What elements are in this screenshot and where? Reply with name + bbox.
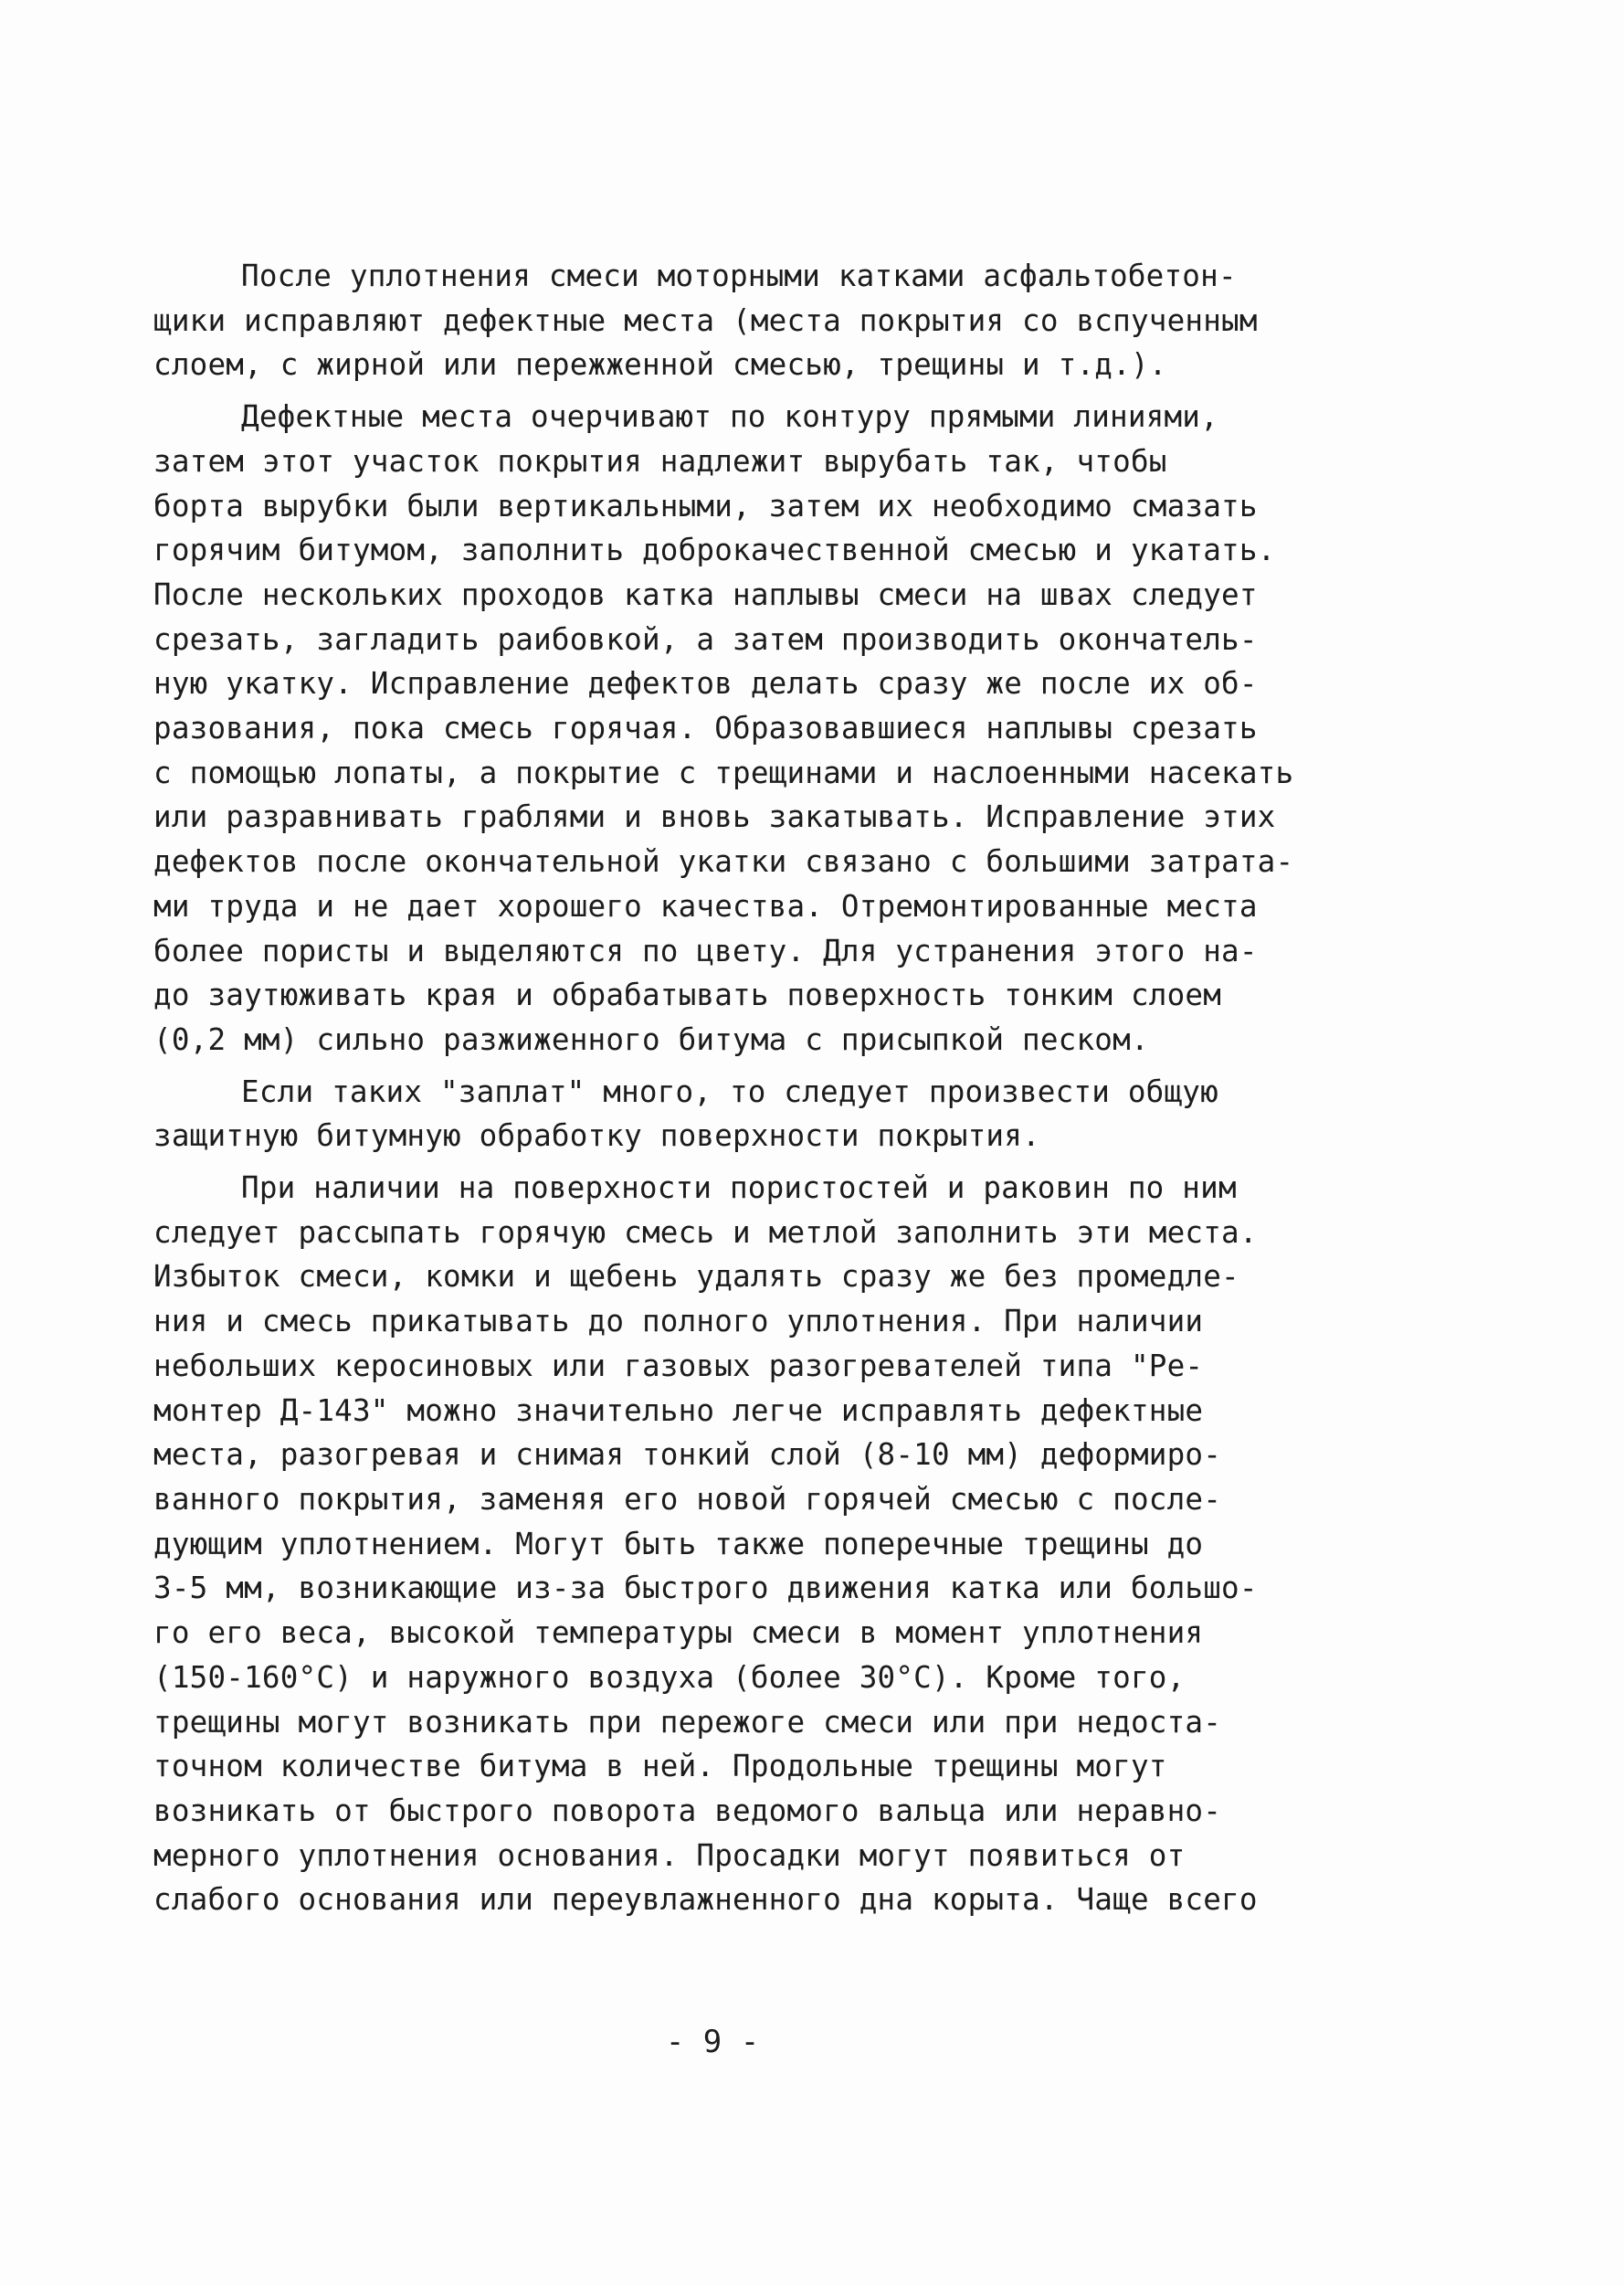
text-line: (150-160°С) и наружного воздуха (более 30°С). Кроме того,	[153, 1659, 1186, 1695]
paragraph-4	[153, 1166, 1332, 1922]
text-line: (0,2 мм) сильно разжиженного битума с присыпкой песком.	[153, 1021, 1149, 1057]
text-line: Если таких "заплат" много, то следует произвести общую	[241, 1074, 1218, 1109]
text-line: го его веса, высокой температуры смеси в момент уплотнения	[153, 1615, 1204, 1651]
text-line: небольших керосиновых или газовых разогревателей типа "Ре-	[153, 1348, 1204, 1383]
text-line: с помощью лопаты, а покрытие с трещинами и наслоенными насекать	[153, 755, 1294, 790]
text-line: следует рассыпать горячую смесь и метлой заполнить эти места.	[153, 1214, 1258, 1250]
paragraph-3	[153, 1070, 1332, 1158]
text-line: более пористы и выделяются по цвету. Для устранения этого на-	[153, 933, 1258, 968]
text-line: монтер Д-143" можно значительно легче исправлять дефектные	[153, 1392, 1204, 1428]
text-line: дефектов после окончательной укатки связано с большими затрата-	[153, 844, 1294, 880]
text-line: разования, пока смесь горячая. Образовавшиеся наплывы срезать	[153, 711, 1258, 746]
text-line: ную укатку. Исправление дефектов делать сразу же после их об-	[153, 666, 1258, 702]
text-line: места, разогревая и снимая тонкий слой (8-10 мм) деформиро-	[153, 1437, 1222, 1473]
body-text	[153, 254, 1332, 1930]
text-line: защитную битумную обработку поверхности покрытия.	[153, 1118, 1040, 1154]
text-line: мерного уплотнения основания. Просадки могут появиться от	[153, 1837, 1186, 1873]
text-line: возникать от быстрого поворота ведомого вальца или неравно-	[153, 1793, 1222, 1828]
text-line: После нескольких проходов катка наплывы смеси на швах следует	[153, 577, 1258, 612]
text-line: борта вырубки были вертикальными, затем их необходимо смазать	[153, 488, 1258, 524]
text-line: трещины могут возникать при пережоге смеси или при недоста-	[153, 1704, 1222, 1740]
text-line: ния и смесь прикатывать до полного уплотнения. При наличии	[153, 1304, 1204, 1339]
text-line: точном количестве битума в ней. Продольные трещины могут	[153, 1749, 1167, 1784]
text-line: После уплотнения смеси моторными катками асфальтобетон-	[241, 259, 1237, 293]
text-line: ми труда и не дает хорошего качества. Отремонтированные места	[153, 888, 1258, 924]
text-line: слабого основания или переувлажненного дна корыта. Чаще всего	[153, 1882, 1258, 1918]
text-line: затем этот участок покрытия надлежит вырубать так, чтобы	[153, 443, 1167, 479]
text-line: 3-5 мм, возникающие из-за быстрого движения катка или большо-	[153, 1571, 1258, 1606]
text-line: срезать, загладить раибовкой, а затем производить окончатель-	[153, 621, 1258, 657]
page-number: - 9 -	[665, 2024, 760, 2060]
paragraph-2	[153, 395, 1332, 1063]
text-line: горячим битумом, заполнить доброкачественной смесью и укатать.	[153, 533, 1276, 568]
text-line: При наличии на поверхности пористостей и раковин по ним	[241, 1170, 1237, 1206]
text-line: Дефектные места очерчивают по контуру прямыми линиями,	[241, 399, 1218, 435]
text-line: щики исправляют дефектные места (места покрытия со вспученным	[153, 302, 1258, 338]
paragraph-1	[153, 254, 1332, 387]
text-line: ванного покрытия, заменяя его новой горячей смесью с после-	[153, 1481, 1222, 1517]
text-line: или разравнивать граблями и вновь закатывать. Исправление этих	[153, 799, 1276, 835]
text-line: слоем, с жирной или пережженной смесью, трещины и т.д.).	[153, 347, 1167, 383]
text-line: Избыток смеси, комки и щебень удалять сразу же без промедле-	[153, 1259, 1239, 1295]
text-line: дующим уплотнением. Могут быть также поперечные трещины до	[153, 1526, 1204, 1561]
text-line: до заутюживать края и обрабатывать поверхность тонким слоем	[153, 978, 1222, 1013]
